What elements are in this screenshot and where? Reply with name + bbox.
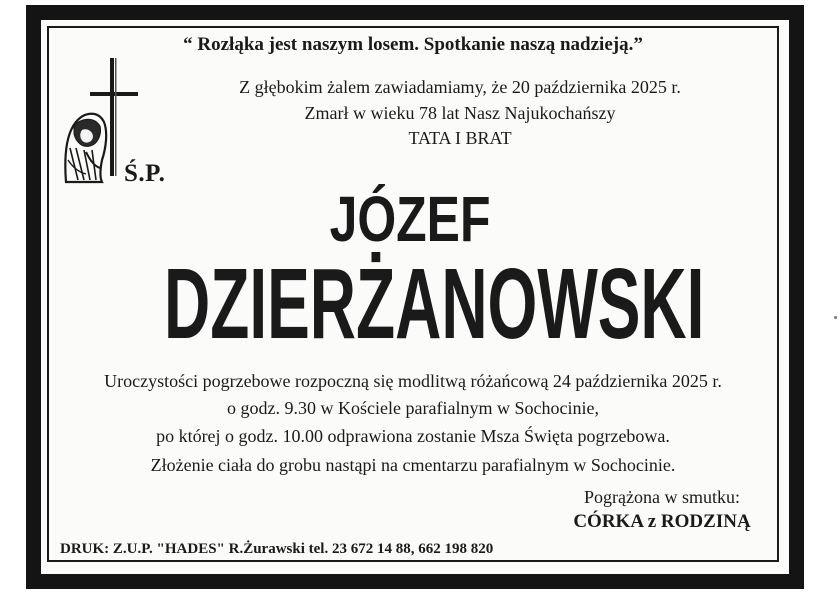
- printer-credit: DRUK: Z.U.P. "HADES" R.Żurawski tel. 23 672 14 88, 662 198 820: [60, 541, 494, 557]
- mourners-signature: CÓRKA z RODZINĄ: [573, 511, 751, 532]
- announcement-line-3: TATA I BRAT: [408, 128, 512, 148]
- announcement-line-2: Zmarł w wieku 78 lat Nasz Najukochańszy: [304, 103, 616, 123]
- sp-label: Ś.P.: [124, 160, 166, 187]
- ceremony-line-4: Złożenie ciała do grobu nastąpi na cmentarzu parafialnym w Sochocinie.: [150, 455, 676, 475]
- motto-quote: “ Rozłąka jest naszym losem. Spotkanie naszą nadzieją.”: [183, 34, 643, 55]
- scan-speck: [834, 316, 837, 319]
- ceremony-line-3: po której o godz. 10.00 odprawiona zostanie Msza Święta pogrzebowa.: [156, 426, 670, 446]
- ceremony-line-1: Uroczystości pogrzebowe rozpoczną się modlitwą różańcową 24 października 2025 r.: [104, 371, 722, 391]
- deceased-first-name: JÓZEF: [329, 183, 491, 255]
- announcement-line-1: Z głębokim żalem zawiadamiamy, że 20 października 2025 r.: [239, 77, 681, 97]
- ceremony-line-2: o godz. 9.30 w Kościele parafialnym w Sochocinie,: [227, 398, 599, 418]
- mourners-intro: Pogrążona w smutku:: [584, 487, 740, 507]
- deceased-last-name: DZIERŻANOWSKI: [164, 248, 705, 360]
